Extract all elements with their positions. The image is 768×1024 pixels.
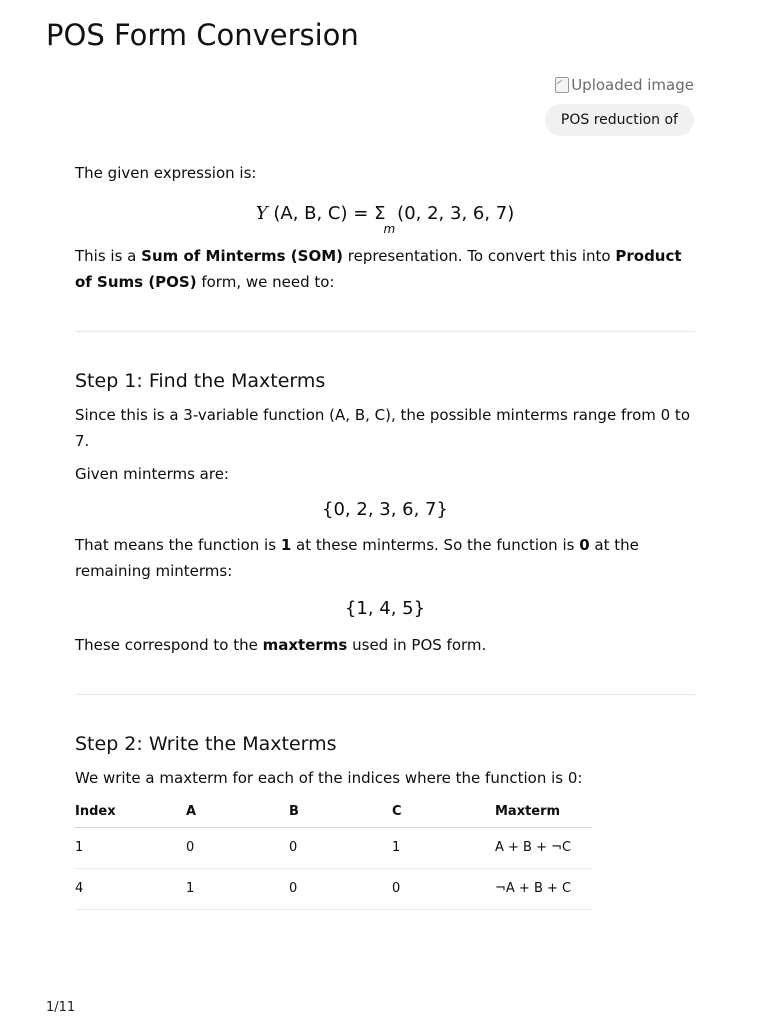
means-text: at these minterms. So the function is xyxy=(291,536,580,554)
som-paragraph xyxy=(75,243,695,295)
means-text: That means the function is xyxy=(75,536,281,554)
som-equation xyxy=(75,201,695,241)
minterms-set: {0, 2, 3, 6, 7} xyxy=(322,499,448,520)
cell-c: 0 xyxy=(392,869,495,910)
means-bold-zero: 0 xyxy=(579,536,590,554)
table-row xyxy=(75,869,592,910)
col-header-maxterm: Maxterm xyxy=(495,797,592,828)
step1-correspond-paragraph xyxy=(75,632,695,658)
eq-terms: (0, 2, 3, 6, 7) xyxy=(397,203,515,224)
step1-range-text: Since this is a 3-variable function (A, B, C), the possible minterms range from 0 to 7. xyxy=(75,406,690,450)
som-text: representation. To convert this into xyxy=(343,247,616,265)
som-text: This is a xyxy=(75,247,142,265)
som-bold: Sum of Minterms (SOM) xyxy=(141,247,343,265)
eq-lhs: Y xyxy=(255,203,268,224)
step2-heading: Step 2: Write the Maxterms xyxy=(75,733,337,755)
step1-heading: Step 1: Find the Maxterms xyxy=(75,370,326,392)
eq-subscript: m xyxy=(383,222,396,236)
broken-image-icon xyxy=(555,77,569,93)
col-header-c: C xyxy=(392,797,495,828)
cell-b: 0 xyxy=(289,828,392,869)
som-text: form, we need to: xyxy=(196,273,335,291)
uploaded-image[interactable] xyxy=(555,76,694,94)
cell-maxterm: ¬A + B + C xyxy=(495,869,592,910)
pos-bold: Product of Sums (POS) xyxy=(75,247,682,291)
maxterms-table xyxy=(75,797,592,910)
cell-index: 4 xyxy=(75,869,186,910)
cell-a: 1 xyxy=(186,869,289,910)
maxterms-bold: maxterms xyxy=(262,636,348,654)
eq-equals: = xyxy=(353,203,369,224)
cell-index: 1 xyxy=(75,828,186,869)
assistant-response xyxy=(75,160,695,910)
page-title: POS Form Conversion xyxy=(46,18,359,52)
cell-maxterm: A + B + ¬C xyxy=(495,828,592,869)
uploaded-image-alt: Uploaded image xyxy=(571,76,694,94)
cell-c: 1 xyxy=(392,828,495,869)
sigma-symbol: Σ xyxy=(374,203,386,224)
given-label: The given expression is: xyxy=(75,164,257,182)
col-header-index: Index xyxy=(75,797,186,828)
col-header-b: B xyxy=(289,797,392,828)
correspond-text: used in POS form. xyxy=(347,636,487,654)
step1-given-label: Given minterms are: xyxy=(75,465,229,483)
remaining-set: {1, 4, 5} xyxy=(344,598,426,619)
section-divider xyxy=(75,331,695,332)
page-indicator: 1/11 xyxy=(46,1000,76,1015)
section-divider xyxy=(75,694,695,695)
col-header-a: A xyxy=(186,797,289,828)
user-message-bubble: POS reduction of xyxy=(545,104,694,136)
cell-a: 0 xyxy=(186,828,289,869)
means-bold-one: 1 xyxy=(280,536,292,554)
means-text: at the remaining minterms: xyxy=(75,536,639,580)
correspond-text: These correspond to the xyxy=(75,636,263,654)
eq-vars: (A, B, C) xyxy=(273,203,348,224)
table-row xyxy=(75,828,592,869)
step2-intro: We write a maxterm for each of the indices where the function is 0: xyxy=(75,769,583,787)
cell-b: 0 xyxy=(289,869,392,910)
step1-means-paragraph xyxy=(75,532,695,584)
table-header-row xyxy=(75,797,592,828)
